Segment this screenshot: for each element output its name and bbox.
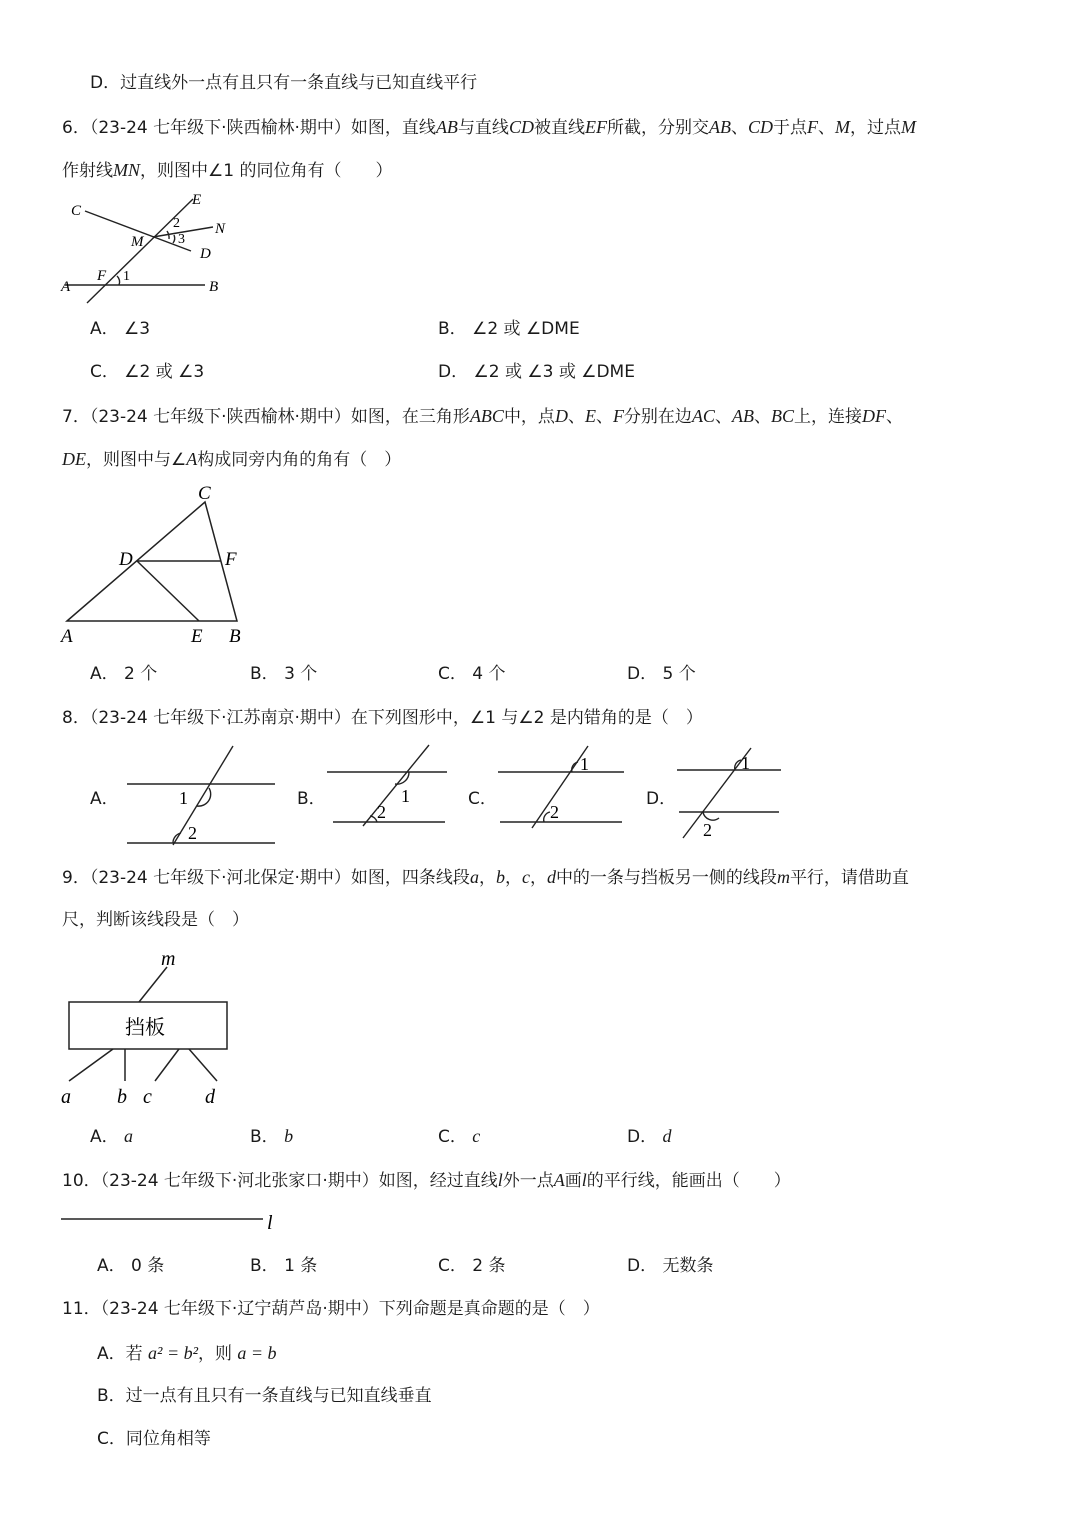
q8-stem: 8．（23-24 七年级下·江苏南京·期中）在下列图形中，∠1 与∠2 是内错角的是（ ） xyxy=(62,708,703,728)
q7-stem-line2: DE，则图中与∠A构成同旁内角的角有（ ） xyxy=(62,449,402,470)
q6-label-1: 1 xyxy=(123,269,130,284)
q6-option-d: D． ∠2 或 ∠3 或 ∠DME xyxy=(438,362,635,382)
q6-option-c: C． ∠2 或 ∠3 xyxy=(90,362,205,382)
q9-option-b: B． b xyxy=(250,1126,294,1147)
q8d-angle-1: 1 xyxy=(741,753,750,773)
q8-option-b-letter: B． xyxy=(297,789,326,809)
q9-figure xyxy=(55,945,245,1110)
q11-stem: 11．（23-24 七年级下·辽宁葫芦岛·期中）下列命题是真命题的是（ ） xyxy=(62,1299,600,1319)
q7-option-c: C． 4 个 xyxy=(438,664,506,684)
q9-stem-line1: 9．（23-24 七年级下·河北保定·期中）如图，四条线段a，b，c，d中的一条与挡板另一侧的线段m平行，请借助直 xyxy=(62,867,909,888)
q6-label-f: F xyxy=(97,268,107,284)
q6-stem-line2: 作射线MN，则图中∠1 的同位角有（ ） xyxy=(62,160,393,181)
q6-label-3: 3 xyxy=(178,232,185,247)
q6-label-c: C xyxy=(71,203,82,219)
q6-label-m: M xyxy=(131,234,144,250)
q8-figure-a xyxy=(125,742,280,847)
q9-label-b: b xyxy=(117,1086,127,1108)
q7-stem-line1: 7．（23-24 七年级下·陕西榆林·期中）如图，在三角形ABC中，点D、E、F分别在边AC、AB、BC上，连接DF、 xyxy=(62,406,903,427)
q7-label-e: E xyxy=(191,626,203,647)
q8-figure-d xyxy=(675,742,785,842)
q8-option-a-letter: A． xyxy=(90,789,119,809)
q7-option-a: A． 2 个 xyxy=(90,664,158,684)
q9-baffle-label: 挡板 xyxy=(125,1015,165,1039)
q6-option-a: A． ∠3 xyxy=(90,319,151,339)
q10-stem: 10．（23-24 七年级下·河北张家口·期中）如图，经过直线l外一点A画l的平行线，能画出（ ） xyxy=(62,1170,791,1191)
q8-option-d-letter: D． xyxy=(646,789,677,809)
q6-stem-line1: 6．（23-24 七年级下·陕西榆林·期中）如图，直线AB与直线CD被直线EF所截，分别交AB、CD于点F、M，过点M xyxy=(62,117,916,138)
q9-option-c: C． c xyxy=(438,1126,481,1147)
q9-label-c: c xyxy=(143,1086,152,1108)
q8-figure-b xyxy=(325,742,450,826)
q7-figure xyxy=(55,478,255,648)
q9-label-a: a xyxy=(61,1086,71,1108)
q8a-angle-2: 2 xyxy=(188,823,197,843)
q10-option-a: A． 0 条 xyxy=(97,1256,165,1276)
q8c-angle-2: 2 xyxy=(550,802,559,822)
q9-option-d: D． d xyxy=(627,1126,672,1147)
q9-option-a: A． a xyxy=(90,1126,134,1147)
q8c-angle-1: 1 xyxy=(580,754,589,774)
q10-option-c: C． 2 条 xyxy=(438,1256,506,1276)
q6-label-b: B xyxy=(209,279,219,295)
q6-label-n: N xyxy=(215,221,226,237)
q10-option-b: B． 1 条 xyxy=(250,1256,318,1276)
q8-figure-c xyxy=(496,742,628,830)
q8-option-c-letter: C． xyxy=(468,789,497,809)
q7-label-d: D xyxy=(119,549,133,570)
q7-option-b: B． 3 个 xyxy=(250,664,318,684)
q6-option-b: B． ∠2 或 ∠DME xyxy=(438,319,580,339)
q11-option-c: C．同位角相等 xyxy=(97,1429,211,1449)
q9-label-d: d xyxy=(205,1086,215,1108)
q8b-angle-1: 1 xyxy=(401,786,410,806)
q8d-angle-2: 2 xyxy=(703,820,712,840)
q6-figure xyxy=(55,185,245,305)
q10-label-l: l xyxy=(267,1212,273,1234)
q7-option-d: D． 5 个 xyxy=(627,664,696,684)
q6-label-a: A xyxy=(61,279,71,295)
q6-label-e: E xyxy=(192,192,202,208)
q9-label-m: m xyxy=(161,948,176,970)
q5-option-d: D．过直线外一点有且只有一条直线与已知直线平行 xyxy=(90,73,478,93)
q7-label-a: A xyxy=(61,626,73,647)
q11-option-a: A．若 a² = b²，则 a = b xyxy=(97,1343,277,1364)
q7-label-b: B xyxy=(229,626,241,647)
q8a-angle-1: 1 xyxy=(179,788,188,808)
q6-label-2: 2 xyxy=(173,216,180,231)
q6-label-d: D xyxy=(200,246,211,262)
q9-stem-line2: 尺，判断该线段是（ ） xyxy=(62,910,249,930)
q7-label-f: F xyxy=(225,549,237,570)
q11-option-b: B．过一点有且只有一条直线与已知直线垂直 xyxy=(97,1386,432,1406)
q8b-angle-2: 2 xyxy=(377,802,386,822)
q10-option-d: D． 无数条 xyxy=(627,1256,714,1276)
q7-label-c: C xyxy=(198,483,211,504)
q10-figure xyxy=(55,1205,285,1235)
